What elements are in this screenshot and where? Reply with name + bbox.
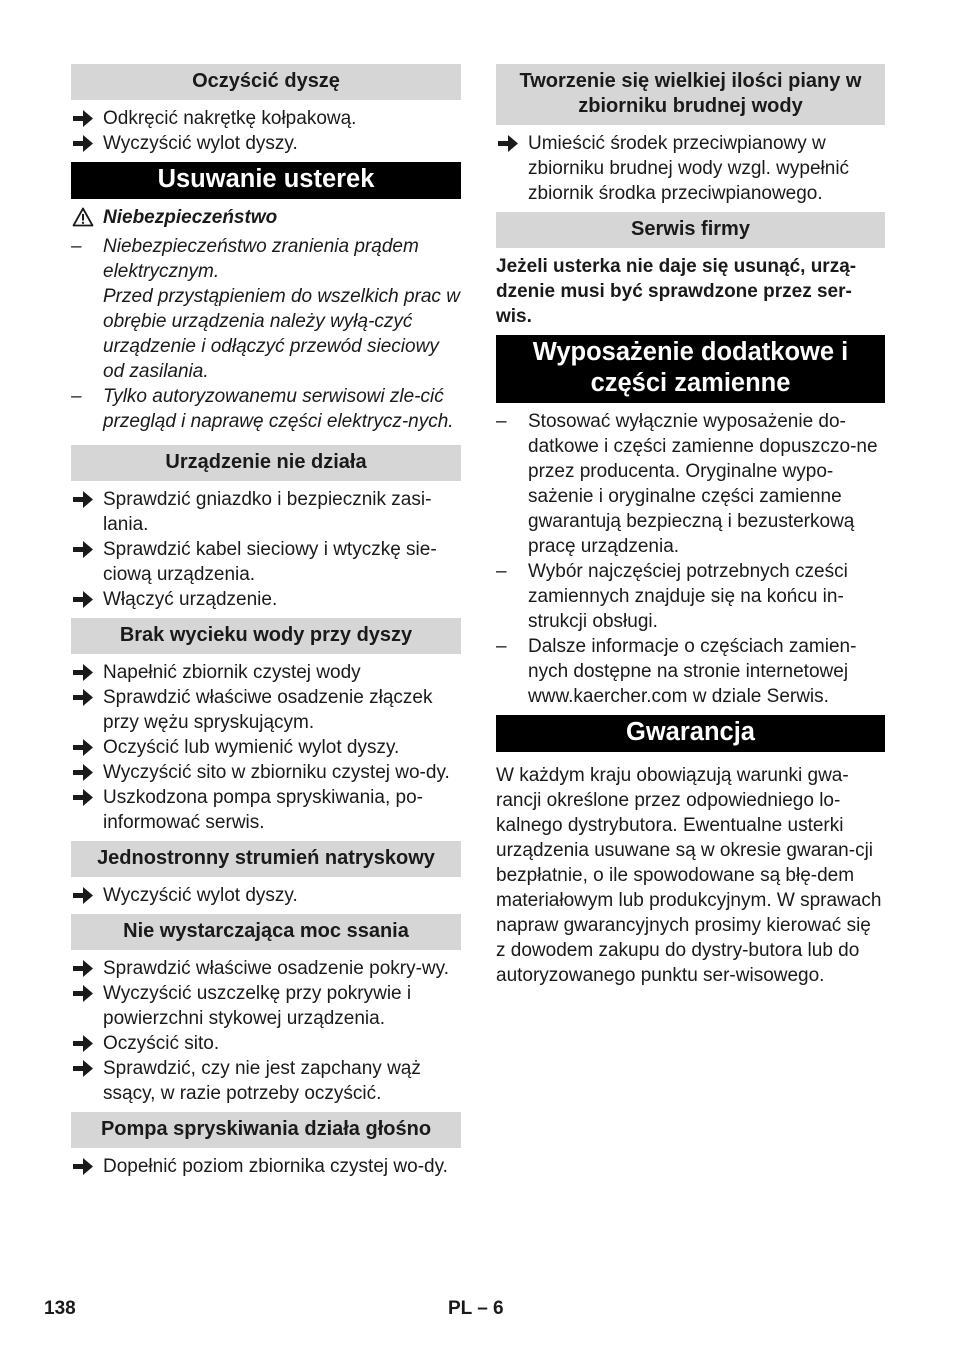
list-item-text: Sprawdzić właściwe osadzenie pokry-wy.	[103, 958, 449, 979]
arrow-right-icon	[73, 688, 93, 707]
warning-triangle-icon	[72, 207, 94, 227]
warning-label	[71, 205, 461, 230]
heading-pompa-spryskiwania: Pompa spryskiwania działa głośno	[71, 1112, 461, 1148]
list-oczyscic	[71, 106, 461, 156]
list-item	[71, 760, 461, 785]
list-item	[71, 537, 461, 587]
arrow-right-icon	[73, 109, 93, 128]
list-moc-ssania	[71, 956, 461, 1106]
list-item-text: Wyczyścić uszczelkę przy pokrywie i powierzchni stykowej urządzenia.	[103, 983, 412, 1029]
heading-tworzenie-piany: Tworzenie się wielkiej ilości piany w zbiorniku brudnej wody	[496, 64, 885, 125]
arrow-right-icon	[73, 540, 93, 559]
list-item	[496, 409, 885, 559]
heading-wyposazenie: Wyposażenie dodatkowe i części zamienne	[496, 335, 885, 403]
arrow-right-icon	[73, 788, 93, 807]
list-item	[496, 559, 885, 634]
heading-jednostronny-strumien: Jednostronny strumień natryskowy	[71, 841, 461, 877]
list-usuwanie	[71, 234, 461, 434]
list-item	[71, 106, 461, 131]
list-item-text: Sprawdzić, czy nie jest zapchany wąż ssący, w razie potrzeby oczyścić.	[103, 1058, 421, 1104]
arrow-right-icon	[73, 134, 93, 153]
list-item-text: Włączyć urządzenie.	[103, 589, 278, 610]
heading-brak-wycieku: Brak wycieku wody przy dyszy	[71, 618, 461, 654]
list-item	[496, 634, 885, 709]
list-item-text: Uszkodzona pompa spryskiwania, po-informować serwis.	[103, 787, 423, 833]
arrow-right-icon	[73, 663, 93, 682]
list-item-text: Dopełnić poziom zbiornika czystej wo-dy.	[103, 1156, 448, 1177]
list-item	[71, 1031, 461, 1056]
dash-bullet: –	[496, 636, 507, 657]
heading-oczyscic-dysze: Oczyścić dyszę	[71, 64, 461, 100]
list-item-text: Odkręcić nakrętkę kołpakową.	[103, 108, 357, 129]
list-item	[496, 131, 885, 206]
list-item-text: Tylko autoryzowanemu serwisowi zle-cić przegląd i naprawę części elektrycz-nych.	[103, 386, 454, 432]
heading-usuwanie-usterek: Usuwanie usterek	[71, 162, 461, 199]
arrow-right-icon	[73, 984, 93, 1003]
list-item-text: Umieścić środek przeciwpianowy w zbiorniku brudnej wody wzgl. wypełnić zbiornik środka przeciwpianowego.	[528, 133, 850, 204]
arrow-right-icon	[73, 959, 93, 978]
warning-text: Niebezpieczeństwo	[103, 207, 278, 228]
list-pompa	[71, 1154, 461, 1179]
list-item-text: Wyczyścić wylot dyszy.	[103, 133, 298, 154]
list-item-text: Dalsze informacje o częściach zamien-nych dostępne na stronie internetowej www.kaercher.com w dziale Serwis.	[528, 636, 857, 707]
list-item	[71, 587, 461, 612]
arrow-right-icon	[73, 490, 93, 509]
arrow-right-icon	[73, 1059, 93, 1078]
language-page-label: PL – 6	[448, 1298, 504, 1319]
list-item	[71, 685, 461, 735]
list-item	[71, 660, 461, 685]
arrow-right-icon	[73, 738, 93, 757]
dash-bullet: –	[71, 386, 82, 407]
list-nie-dziala	[71, 487, 461, 612]
arrow-right-icon	[498, 134, 518, 153]
list-item	[71, 234, 461, 384]
list-item-text: Sprawdzić właściwe osadzenie złączek przy wężu spryskującym.	[103, 687, 433, 733]
list-brak-wycieku	[71, 660, 461, 835]
list-item	[71, 131, 461, 156]
list-item	[71, 1056, 461, 1106]
page-number: 138	[44, 1298, 76, 1319]
left-column	[71, 64, 461, 1179]
list-item-text: Oczyścić lub wymienić wylot dyszy.	[103, 737, 400, 758]
list-item	[71, 981, 461, 1031]
dash-bullet: –	[71, 236, 82, 257]
list-item	[71, 487, 461, 537]
list-item	[71, 384, 461, 434]
list-item-text: Wybór najczęściej potrzebnych cześci zamiennych znajduje się na końcu in-strukcji obsługi.	[528, 561, 848, 632]
list-item-text: Sprawdzić gniazdko i bezpiecznik zasi-lania.	[103, 489, 432, 535]
list-item	[71, 735, 461, 760]
right-column	[496, 64, 885, 988]
list-item-text: Napełnić zbiornik czystej wody	[103, 662, 361, 683]
list-piana	[496, 131, 885, 206]
list-item-text: Sprawdzić kabel sieciowy i wtyczkę sie-ciową urządzenia.	[103, 539, 437, 585]
list-item-text: Przed przystąpieniem do wszelkich prac w obrębie urządzenia należy wyłą-czyć urządzenie i odłączyć przewód sieciowy od zasilania.	[103, 286, 460, 382]
dash-bullet: –	[496, 561, 507, 582]
heading-serwis-firmy: Serwis firmy	[496, 212, 885, 248]
list-item	[71, 883, 461, 908]
arrow-right-icon	[73, 590, 93, 609]
list-item	[71, 956, 461, 981]
serwis-text: Jeżeli usterka nie daje się usunąć, urzą-dzenie musi być sprawdzone przez ser-wis.	[496, 256, 857, 327]
list-item-text: Wyczyścić wylot dyszy.	[103, 885, 298, 906]
list-item-text: Stosować wyłącznie wyposażenie do-datkowe i części zamienne dopuszczo-ne przez producenta. Oryginalne wypo-sażenie i oryginalne części zamienne gwarantują bezpieczną i bezusterkową pracę urządzenia.	[528, 411, 878, 557]
list-item	[71, 1154, 461, 1179]
arrow-right-icon	[73, 1157, 93, 1176]
arrow-right-icon	[73, 763, 93, 782]
list-item-text: Oczyścić sito.	[103, 1033, 220, 1054]
list-item-text: Wyczyścić sito w zbiorniku czystej wo-dy.	[103, 762, 450, 783]
heading-gwarancja: Gwarancja	[496, 715, 885, 752]
list-item-text: Niebezpieczeństwo zranienia prądem elektrycznym.	[103, 236, 419, 282]
list-jednostronny	[71, 883, 461, 908]
heading-urzadzenie-nie-dziala: Urządzenie nie działa	[71, 445, 461, 481]
gwarancja-text: W każdym kraju obowiązują warunki gwa-rancji określone przez odpowiedniego lo-kalnego dystrybutora. Ewentualne usterki urządzenia usuwane są w okresie gwaran-cji bezpłatnie, o ile spowodowane są błę-dem materiałowym lub produkcyjnym. W sprawach napraw gwarancyjnych prosimy kierować się z dowodem zakupu do dystry-butora lub do autoryzowanego punktu ser-wisowego.	[496, 765, 882, 986]
arrow-right-icon	[73, 1034, 93, 1053]
list-item	[71, 785, 461, 835]
dash-bullet: –	[496, 411, 507, 432]
heading-moc-ssania: Nie wystarczająca moc ssania	[71, 914, 461, 950]
arrow-right-icon	[73, 886, 93, 905]
list-wyposazenie	[496, 409, 885, 709]
